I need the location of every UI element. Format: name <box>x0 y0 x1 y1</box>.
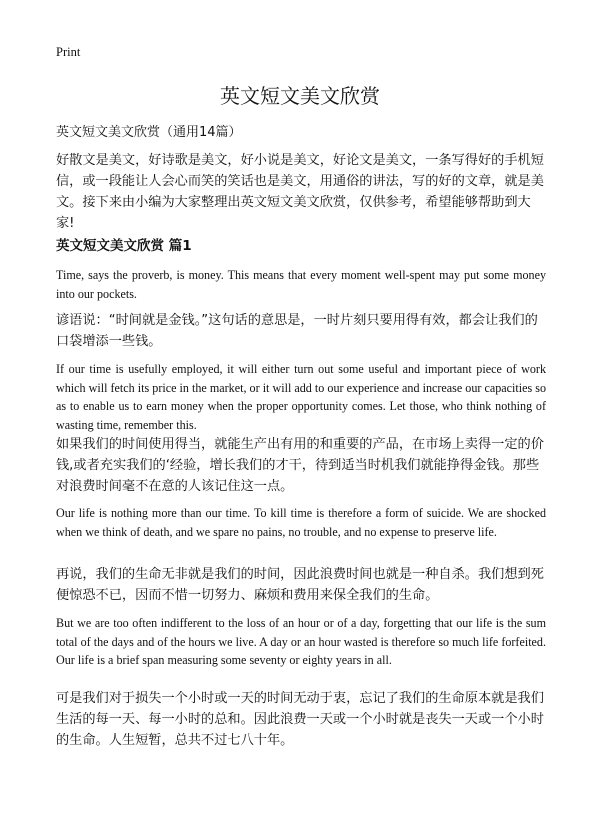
intro-paragraph: 好散文是美文，好诗歌是美文，好小说是美文，好论文是美文，一条写得好的手机短信，或一段能让人会心而笑的笑话也是美文，用通俗的讲法，写的好的文章，就是美文。接下来由小编为大家整理出英文短文美文欣赏，仅供参考，希望能够帮助到大家! <box>56 153 544 231</box>
paragraph-zh-1: 谚语说：“时间就是金钱。”这句话的意思是，一时片刻只要用得有效，都会让我们的口袋增添一些钱。 <box>56 313 538 349</box>
print-label: Print <box>56 45 81 59</box>
paragraph-zh-4: 可是我们对于损失一个小时或一天的时间无动于衷，忘记了我们的生命原本就是我们生活的每一天、每一小时的总和。因此浪费一天或一个小时就是丧失一天或一个小时的生命。人生短暂，总共不过七八十年。 <box>56 691 544 748</box>
paragraph-en-3: Our life is nothing more than our time. To kill time is therefore a form of suicide. We are shocked when we think of death, and we spare no pains, no trouble, and no expense to preserve life. <box>56 506 546 539</box>
paragraph-zh-3: 再说，我们的生命无非就是我们的时间，因此浪费时间也就是一种自杀。我们想到死便惊恐不已，因而不惜一切努力、麻烦和费用来保全我们的生命。 <box>56 567 544 603</box>
section-heading: 英文短文美文欣赏 篇1 <box>56 238 192 254</box>
document-title: 英文短文美文欣赏 <box>220 84 380 108</box>
document-subtitle: 英文短文美文欣赏（通用14篇） <box>56 125 242 140</box>
paragraph-en-2: If our time is usefully employed, it will either turn out some useful and important piece of work which will fetch its price in the market, or it will add to our experience and increase our capacities so as to enable us to earn money when the proper opportunity comes. Let those, who think nothing of wasting time, remember this. <box>56 362 546 432</box>
paragraph-en-1: Time, says the proverb, is money. This means that every moment well-spent may put some money into our pockets. <box>56 268 546 301</box>
paragraph-zh-2: 如果我们的时间使用得当，就能生产出有用的和重要的产品，在市场上卖得一定的价钱,或者充实我们的‘经验，增长我们的才干，待到适当时机我们就能挣得金钱。那些对浪费时间毫不在意的人该记住这一点。 <box>56 437 544 494</box>
paragraph-en-4: But we are too often indifferent to the loss of an hour or of a day, forgetting that our life is the sum total of the days and of the hours we live. A day or an hour wasted is therefore so much life forfeited. Our life is a brief span measuring some seventy or eighty years in all. <box>56 616 546 667</box>
